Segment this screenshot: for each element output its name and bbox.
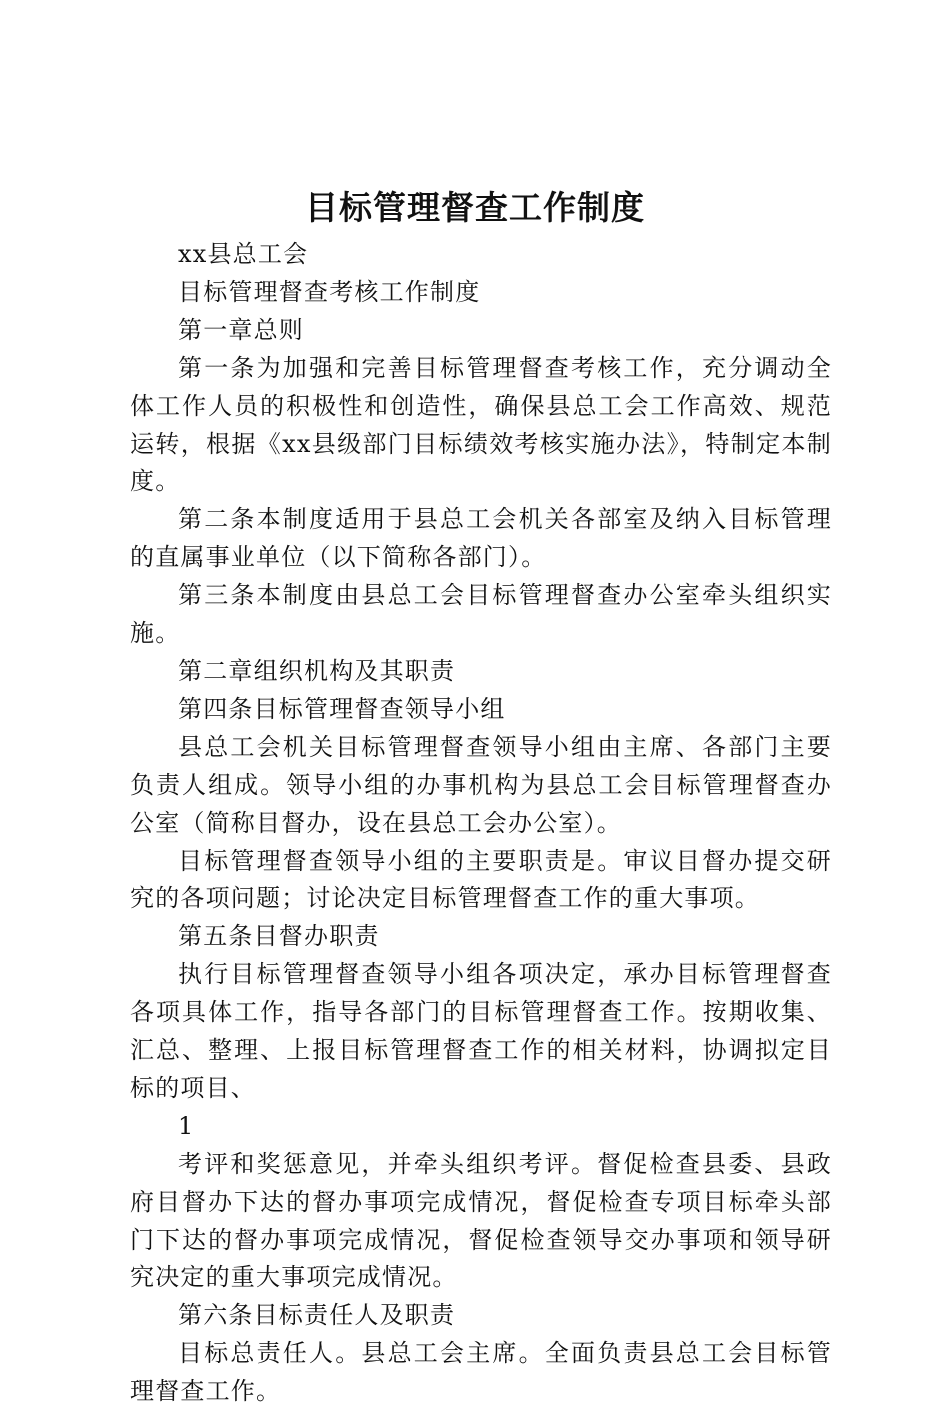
article-heading: 第四条目标管理督查领导小组 [178, 694, 506, 723]
paragraph: 执行目标管理督查领导小组各项决定，承办目标管理督查各项具体工作，指导各部门的目标管理督查工作。按期收集、汇总、整理、上报目标管理督查工作的相关材料，协调拟定目标的项目、 [130, 960, 832, 1102]
paragraph: 第二条本制度适用于县总工会机关各部室及纳入目标管理的直属事业单位（以下简称各部门）。 [130, 505, 832, 572]
paragraph: 县总工会机关目标管理督查领导小组由主席、各部门主要负责人组成。领导小组的办事机构为县总工会目标管理督查办公室（简称目督办，设在县总工会办公室）。 [130, 732, 832, 837]
chapter-heading: 第一章总则 [178, 315, 304, 344]
paragraph: 考评和奖惩意见，并牵头组织考评。督促检查县委、县政府目督办下达的督办事项完成情况，督促检查专项目标牵头部门下达的督办事项完成情况，督促检查领导交办事项和领导研究决定的重大事项完成情况。 [130, 1149, 832, 1292]
paragraph: 目标管理督查领导小组的主要职责是。审议目督办提交研究的各项问题；讨论决定目标管理督查工作的重大事项。 [130, 846, 832, 913]
page-number: 1 [178, 1111, 195, 1140]
paragraph: 第三条本制度由县总工会目标管理督查办公室牵头组织实施。 [130, 581, 832, 648]
article-heading: 第五条目督办职责 [178, 922, 380, 951]
document-body [130, 236, 832, 1411]
article-heading: 第六条目标责任人及职责 [178, 1301, 456, 1330]
chapter-heading: 第二章组织机构及其职责 [178, 656, 456, 685]
document-title: 目标管理督查工作制度 [305, 188, 645, 227]
paragraph: 目标总责任人。县总工会主席。全面负责县总工会目标管理督查工作。 [130, 1339, 832, 1406]
paragraph-subtitle: 目标管理督查考核工作制度 [178, 277, 481, 306]
paragraph-issuer: xx县总工会 [178, 240, 309, 268]
paragraph: 第一条为加强和完善目标管理督查考核工作，充分调动全体工作人员的积极性和创造性，确保县总工会工作高效、规范运转，根据《xx县级部门目标绩效考核实施办法》，特制定本制度。 [130, 353, 832, 496]
